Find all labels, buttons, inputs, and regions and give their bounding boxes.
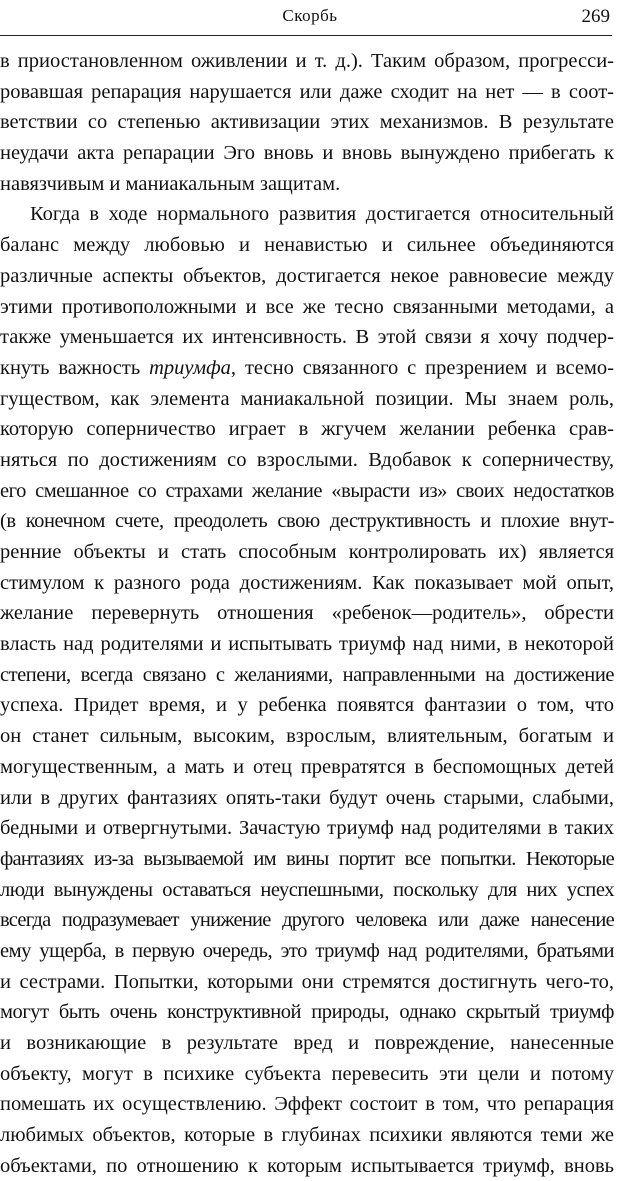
- emphasized-word: триумфа: [149, 356, 231, 379]
- text-line: успеха. Придет время, и у ребенка появятся фантазии о том, что: [0, 694, 614, 717]
- text-line: желание перевернуть отношения «ребенок—родитель», обрести: [0, 602, 614, 625]
- text-line: помешать их осуществлению. Эффект состоит в том, что репарация: [0, 1093, 614, 1116]
- text-line: гуществом, как элемента маниакальной позиции. Мы знаем роль,: [0, 387, 614, 410]
- text-line: этими противоположными и все же тесно связанными методами, а: [0, 295, 614, 318]
- text-line: бедными и отвергнутыми. Зачастую триумф над родителями в таких: [0, 817, 614, 840]
- running-head: [0, 4, 620, 32]
- body-text: [0, 46, 614, 1181]
- text-line: могут быть очень конструктивной природы, однако скрытый триумф: [0, 1001, 614, 1024]
- text-line: объекту, могут в психике субъекта перевесить эти цели и потому: [0, 1062, 614, 1085]
- text-line: и возникающие в результате вред и повреждение, нанесенные: [0, 1032, 614, 1054]
- text-line: няться по достижениям со взрослыми. Вдобавок к соперничеству,: [0, 448, 614, 471]
- text-line: ренние объекты и стать способным контролировать их) является: [0, 541, 614, 563]
- text-line: неудачи акта репарации Эго вновь и вновь вынуждено прибегать к: [0, 142, 614, 165]
- header-rule: [0, 35, 612, 36]
- text-line: степени, всегда связано с желаниями, направленными на достижение: [0, 663, 614, 686]
- paragraph-2: [0, 199, 614, 1181]
- text-line: (в конечном счете, преодолеть свою деструктивность и плохие внут-: [0, 510, 614, 533]
- text-line: любимых объектов, которые в глубинах психики являются теми же: [0, 1124, 614, 1147]
- text-line: ветствии со степенью активизации этих механизмов. В результате: [0, 111, 614, 134]
- text-line: стимулом к разного рода достижениям. Как показывает мой опыт,: [0, 571, 614, 594]
- text-line: ровавшая репарация нарушается или даже сходит на нет — в соот-: [0, 80, 614, 103]
- text-line: Когда в ходе нормального развития достигается относительный: [30, 203, 614, 226]
- text-line-with-emphasis: [0, 353, 614, 384]
- text-line: и сестрами. Попытки, которыми они стремятся достигнуть чего-то,: [0, 970, 614, 993]
- text-line: он станет сильным, высоким, взрослым, влиятельным, богатым и: [0, 725, 614, 748]
- text-line: в приостановленном оживлении и т. д.). Таким образом, прогресси-: [0, 50, 614, 72]
- text-line: могущественным, а мать и отец превратятся в беспомощных детей: [0, 755, 614, 778]
- text-line: баланс между любовью и ненавистью и сильнее объединяются: [0, 234, 614, 257]
- text-line: его смешанное со страхами желание «вырасти из» своих недостатков: [0, 479, 614, 502]
- text-line: всегда подразумевает унижение другого человека или даже нанесение: [0, 909, 614, 932]
- running-title: Скорбь: [282, 6, 338, 25]
- text-line: объектами, по отношению к которым испытывается триумф, вновь: [0, 1154, 614, 1177]
- text-line: власть над родителями и испытывать триумф над ними, в некоторой: [0, 633, 614, 656]
- text-run: , тесно связанного с презрением и всемо-: [230, 356, 614, 379]
- text-line: или в других фантазиях опять-таки будут очень старыми, слабыми,: [0, 786, 614, 809]
- paragraph-1: [0, 46, 614, 199]
- text-line: также уменьшается их интенсивность. В этой связи я хочу подчер-: [0, 326, 614, 349]
- text-line: различные аспекты объектов, достигается некое равновесие между: [0, 264, 614, 287]
- text-run: кнуть важность: [0, 356, 150, 379]
- text-line: ему ущерба, в первую очередь, это триумф над родителями, братьями: [0, 939, 614, 962]
- text-line: навязчивым и маниакальным защитам.: [0, 172, 341, 195]
- text-line: фантазиях из-за вызываемой им вины портит все попытки. Некоторые: [0, 847, 614, 870]
- text-line: которую соперничество играет в жгучем желании ребенка срав-: [0, 418, 614, 441]
- text-line: люди вынуждены оставаться неуспешными, поскольку для них успех: [0, 878, 614, 901]
- page-number: 269: [581, 6, 610, 27]
